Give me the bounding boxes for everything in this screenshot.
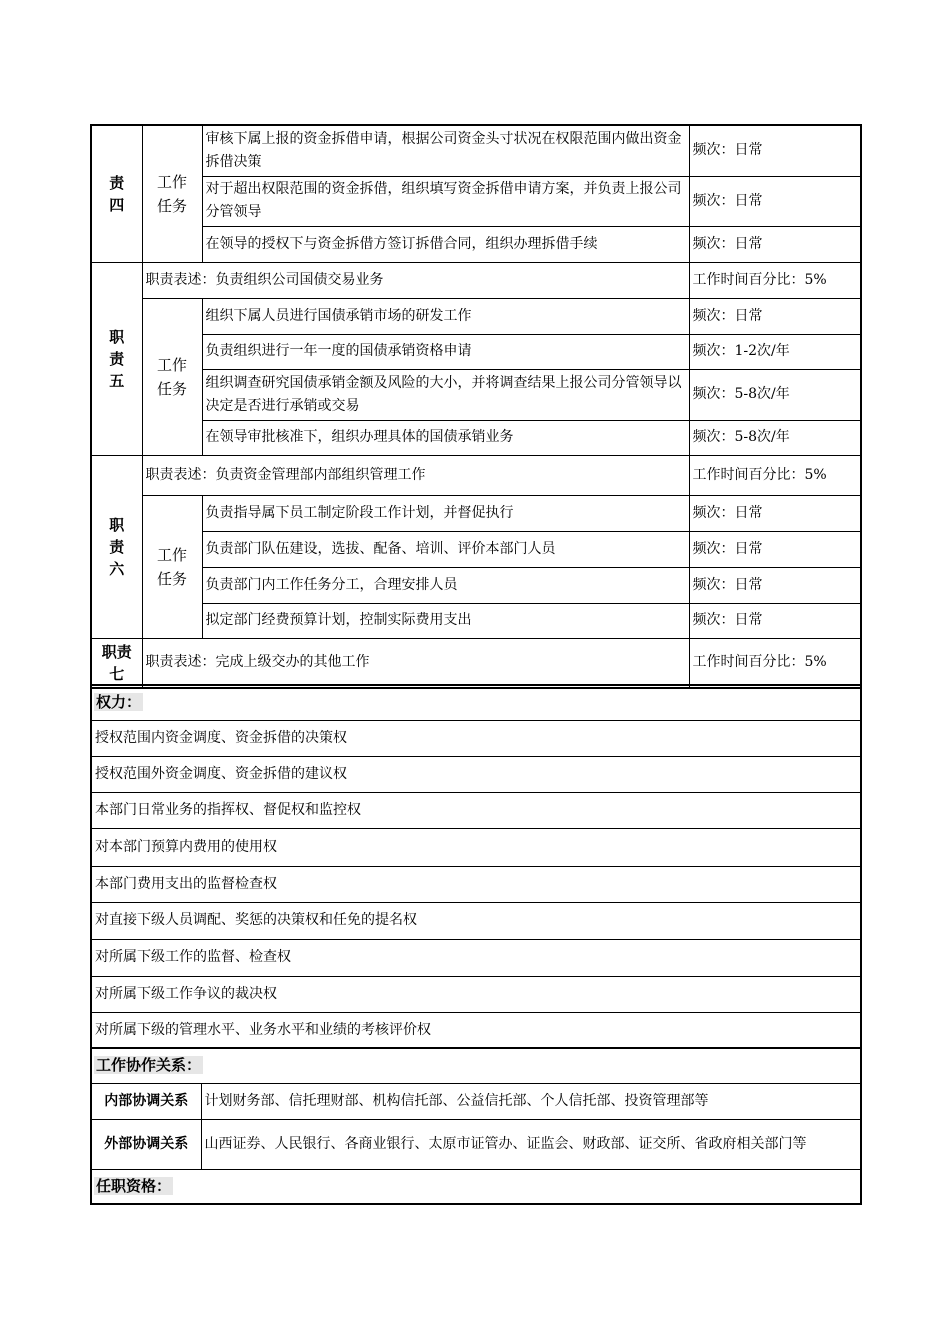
duty5-task-1: 组织下属人员进行国债承销市场的研发工作 xyxy=(202,298,689,334)
duty4-task-1: 审核下属上报的资金拆借申请，根据公司资金头寸状况在权限范围内做出资金拆借决策 xyxy=(202,125,689,176)
duty4-task-3-freq: 频次：日常 xyxy=(689,226,861,262)
duty6-task-4: 拟定部门经费预算计划，控制实际费用支出 xyxy=(202,603,689,638)
duty6-task-label: 工作 任务 xyxy=(142,495,202,638)
duty5-task-2-freq: 频次：1-2次/年 xyxy=(689,334,861,369)
duty-table xyxy=(90,124,862,689)
duty4-task-1-freq: 频次：日常 xyxy=(689,125,861,176)
power-item-1: 授权范围内资金调度、资金拆借的决策权 xyxy=(91,720,861,756)
power-heading: 权力： xyxy=(91,685,861,720)
power-item-7: 对所属下级工作的监督、检查权 xyxy=(91,939,861,976)
power-item-9: 对所属下级的管理水平、业务水平和业绩的考核评价权 xyxy=(91,1012,861,1048)
duty5-task-4-freq: 频次：5-8次/年 xyxy=(689,420,861,455)
duty7-side-label: 职责 七 xyxy=(91,638,142,688)
cooperation-heading: 工作协作关系： xyxy=(91,1048,861,1083)
power-item-8: 对所属下级工作争议的裁决权 xyxy=(91,976,861,1012)
duty6-task-1: 负责指导属下员工制定阶段工作计划，并督促执行 xyxy=(202,495,689,531)
duty4-task-2-freq: 频次：日常 xyxy=(689,176,861,226)
duty5-side-label: 职 责 五 xyxy=(91,262,142,455)
internal-coordination-label: 内部协调关系 xyxy=(91,1083,201,1119)
duty5-time-percent: 工作时间百分比：5% xyxy=(689,262,861,298)
external-coordination-label: 外部协调关系 xyxy=(91,1119,201,1169)
duty7-description: 职责表述：完成上级交办的其他工作 xyxy=(142,638,689,688)
duty5-description: 职责表述：负责组织公司国债交易业务 xyxy=(142,262,689,298)
duty5-task-1-freq: 频次：日常 xyxy=(689,298,861,334)
duty6-task-2: 负责部门队伍建设，选拔、配备、培训、评价本部门人员 xyxy=(202,531,689,567)
power-item-2: 授权范围外资金调度、资金拆借的建议权 xyxy=(91,756,861,792)
power-item-5: 本部门费用支出的监督检查权 xyxy=(91,866,861,902)
duty5-task-3: 组织调查研究国债承销金额及风险的大小，并将调查结果上报公司分管领导以决定是否进行承销或交易 xyxy=(202,369,689,420)
power-table xyxy=(90,684,862,1049)
duty5-task-2: 负责组织进行一年一度的国债承销资格申请 xyxy=(202,334,689,369)
duty6-task-2-freq: 频次：日常 xyxy=(689,531,861,567)
duty4-task-3: 在领导的授权下与资金拆借方签订拆借合同，组织办理拆借手续 xyxy=(202,226,689,262)
duty6-side-label: 职 责 六 xyxy=(91,455,142,638)
duty7-time-percent: 工作时间百分比：5% xyxy=(689,638,861,688)
duty6-description: 职责表述：负责资金管理部内部组织管理工作 xyxy=(142,455,689,495)
duty4-side-label: 责 四 xyxy=(91,125,142,262)
duty5-task-4: 在领导审批核准下，组织办理具体的国债承销业务 xyxy=(202,420,689,455)
internal-coordination-text: 计划财务部、信托理财部、机构信托部、公益信托部、个人信托部、投资管理部等 xyxy=(201,1083,861,1119)
qualification-heading: 任职资格： xyxy=(91,1169,861,1204)
power-item-4: 对本部门预算内费用的使用权 xyxy=(91,828,861,866)
duty6-task-4-freq: 频次：日常 xyxy=(689,603,861,638)
duty6-task-3-freq: 频次：日常 xyxy=(689,567,861,603)
power-item-3: 本部门日常业务的指挥权、督促权和监控权 xyxy=(91,792,861,828)
power-item-6: 对直接下级人员调配、奖惩的决策权和任免的提名权 xyxy=(91,902,861,939)
external-coordination-text: 山西证券、人民银行、各商业银行、太原市证管办、证监会、财政部、证交所、省政府相关部门等 xyxy=(201,1119,861,1169)
duty4-task-2: 对于超出权限范围的资金拆借，组织填写资金拆借申请方案，并负责上报公司分管领导 xyxy=(202,176,689,226)
duty4-task-label: 工作 任务 xyxy=(142,125,202,262)
duty6-task-3: 负责部门内工作任务分工，合理安排人员 xyxy=(202,567,689,603)
duty5-task-3-freq: 频次：5-8次/年 xyxy=(689,369,861,420)
duty6-time-percent: 工作时间百分比：5% xyxy=(689,455,861,495)
duty5-task-label: 工作 任务 xyxy=(142,298,202,455)
cooperation-table xyxy=(90,1047,862,1205)
duty6-task-1-freq: 频次：日常 xyxy=(689,495,861,531)
